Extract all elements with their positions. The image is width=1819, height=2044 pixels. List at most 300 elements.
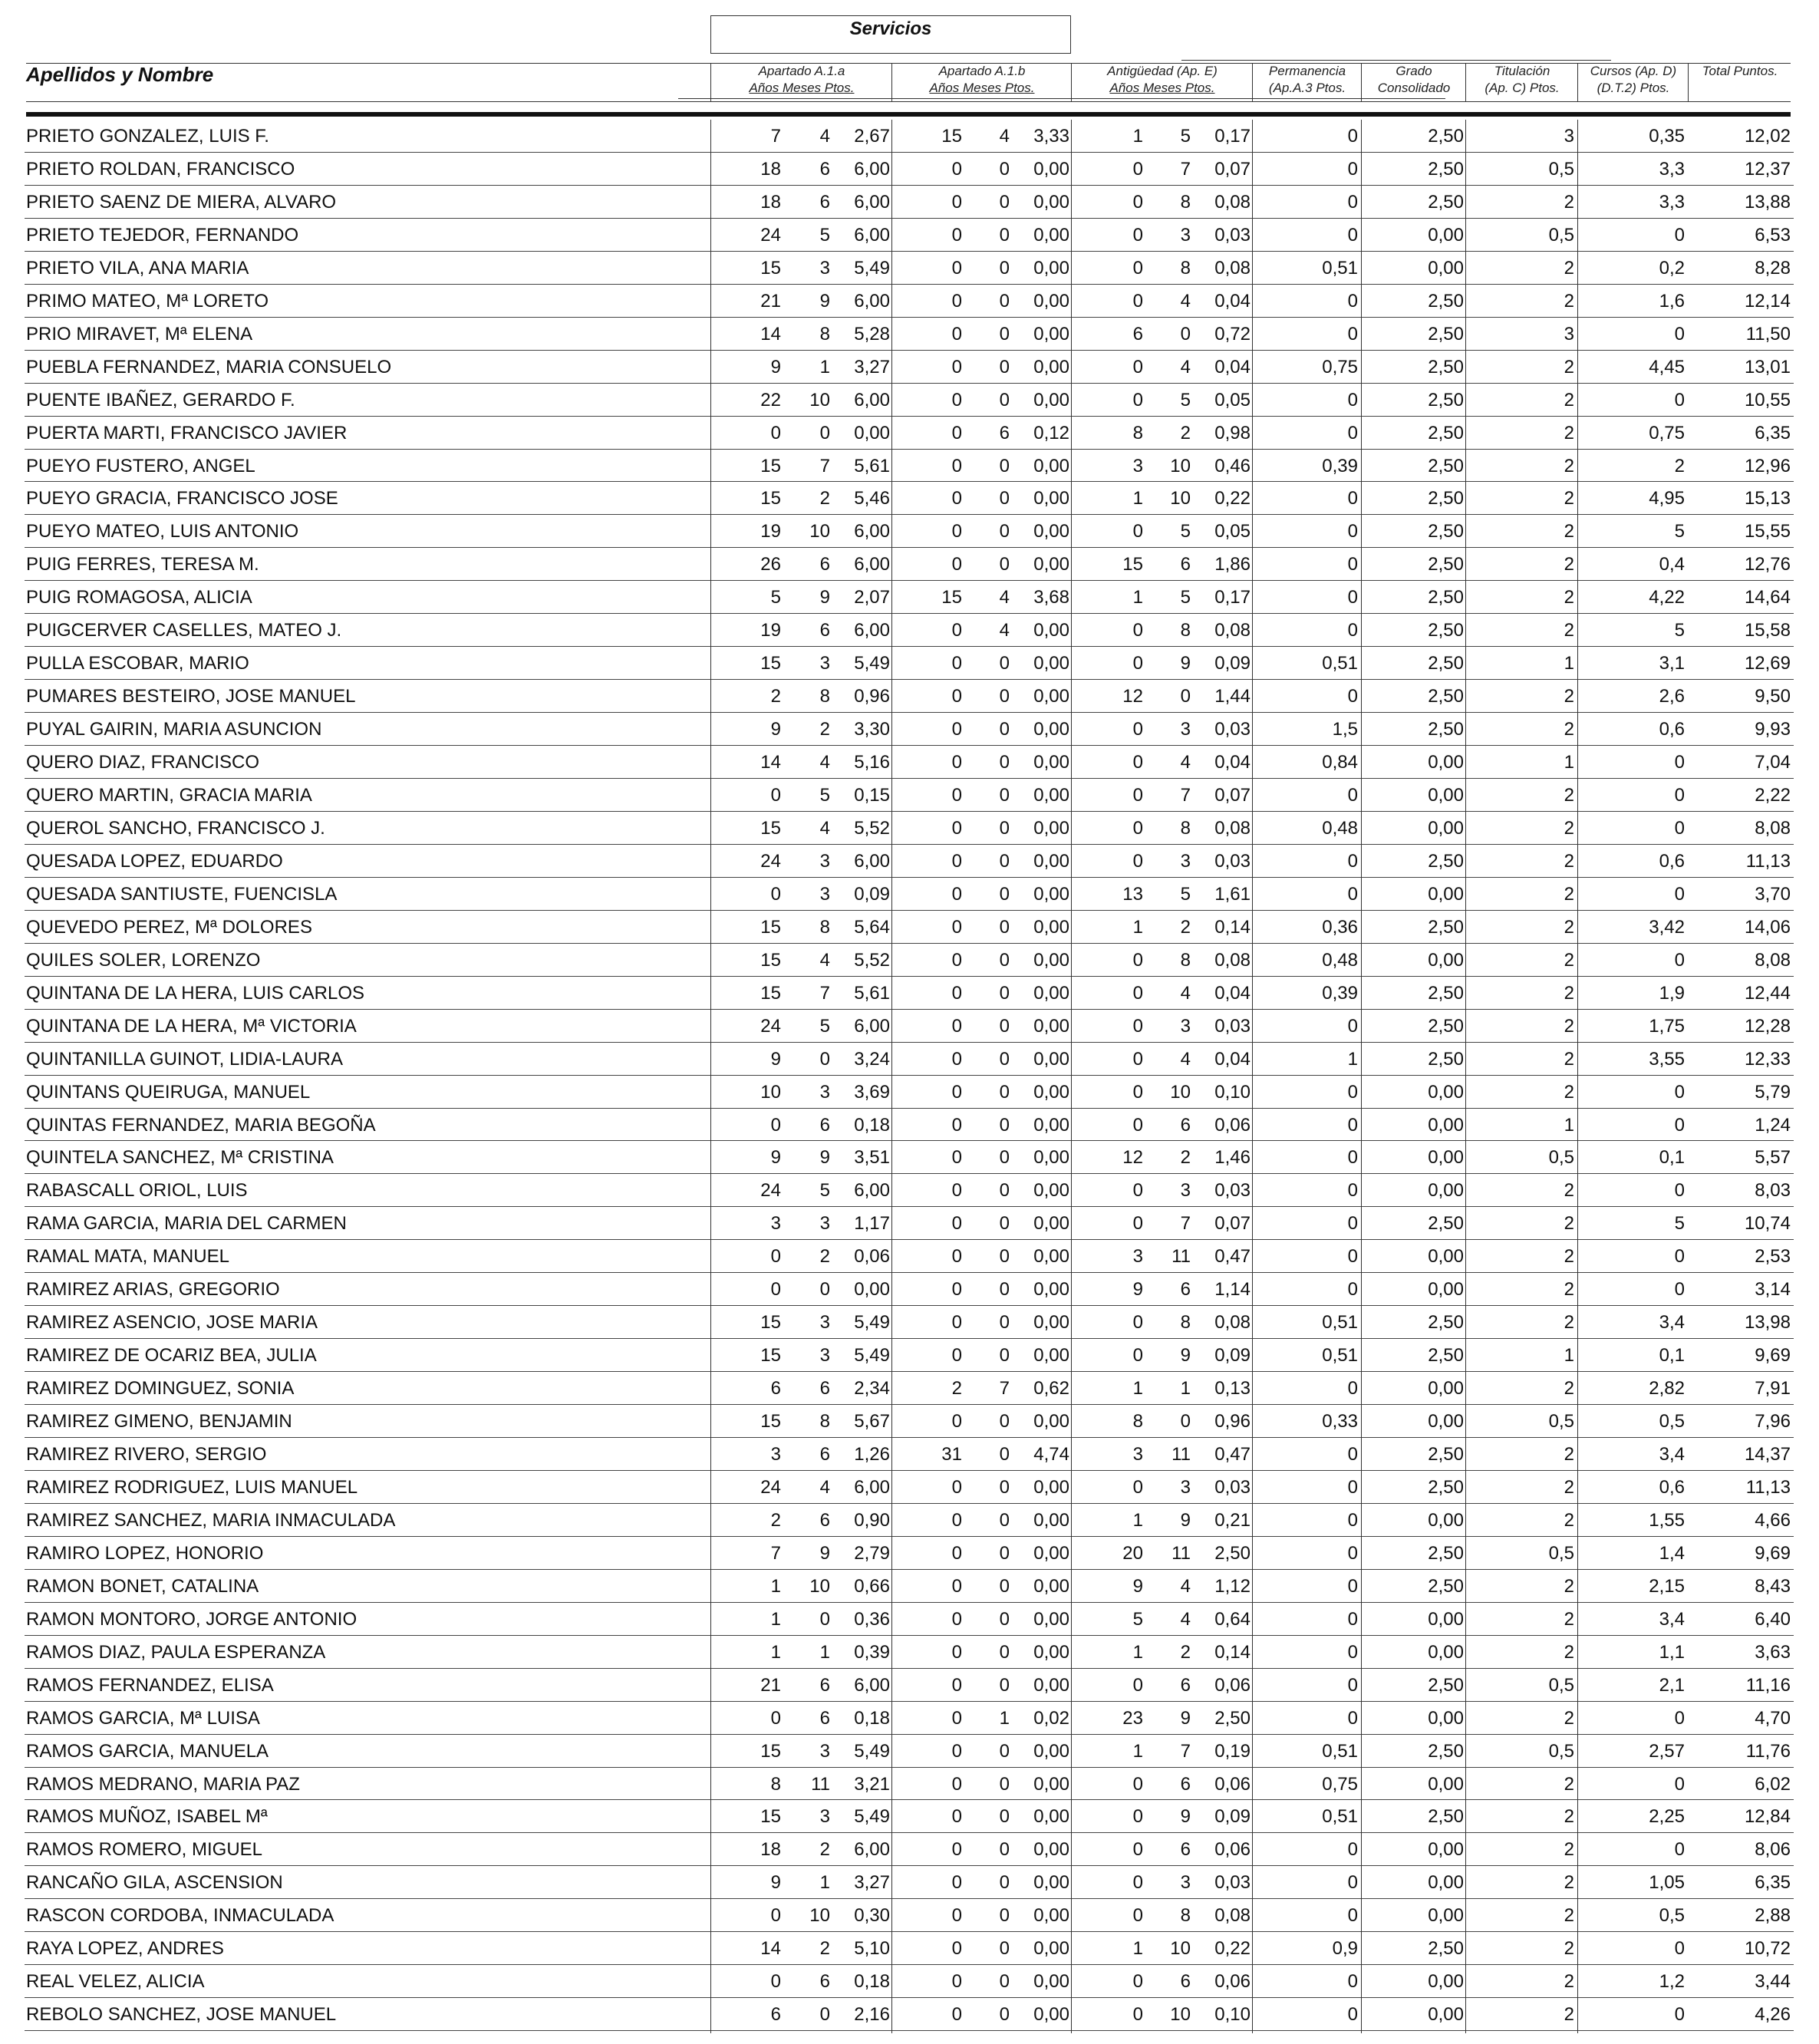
cell-name: QUILES SOLER, LORENZO xyxy=(26,949,261,971)
cell-a1b-meses: 0 xyxy=(999,1213,1010,1235)
cell-a1a-ptos: 6,00 xyxy=(854,224,890,246)
cell-a1b-ptos: 0,02 xyxy=(1033,1707,1069,1729)
cell-antig-anos: 1 xyxy=(1132,126,1143,147)
cell-a1b-ptos: 0,00 xyxy=(1033,785,1069,806)
cell-a1b-anos: 0 xyxy=(951,455,962,476)
cell-cursos: 0 xyxy=(1674,785,1685,806)
table-row xyxy=(0,1504,1819,1537)
cell-antig-anos: 0 xyxy=(1132,1872,1143,1894)
cell-antig-anos: 0 xyxy=(1132,290,1143,312)
cell-grado: 2,50 xyxy=(1428,488,1464,509)
cell-a1a-anos: 3 xyxy=(770,1213,781,1235)
cell-grado: 0,00 xyxy=(1428,257,1464,279)
cell-permanencia: 1,5 xyxy=(1332,719,1358,740)
cell-total: 12,69 xyxy=(1744,653,1791,674)
cell-a1a-meses: 11 xyxy=(811,1773,830,1795)
cell-a1b-ptos: 0,00 xyxy=(1033,290,1069,312)
cell-titulacion: 2 xyxy=(1564,587,1574,608)
cell-a1a-ptos: 6,00 xyxy=(854,1180,890,1202)
cell-name: RAMIREZ SANCHEZ, MARIA INMACULADA xyxy=(26,1509,396,1531)
cell-a1b-anos: 0 xyxy=(951,850,962,872)
cell-antig-ptos: 1,86 xyxy=(1214,554,1251,575)
cell-a1a-ptos: 6,00 xyxy=(854,521,890,542)
cell-a1a-ptos: 5,61 xyxy=(854,982,890,1004)
column-divider xyxy=(891,120,892,2033)
cell-a1b-anos: 0 xyxy=(951,752,962,773)
cell-titulacion: 2 xyxy=(1564,554,1574,575)
cell-antig-anos: 0 xyxy=(1132,1048,1143,1070)
cell-name: QUESADA LOPEZ, EDUARDO xyxy=(26,850,283,872)
cell-antig-ptos: 2,50 xyxy=(1214,1707,1251,1729)
cell-a1a-ptos: 5,16 xyxy=(854,752,890,773)
header-divider xyxy=(710,63,711,101)
cell-permanencia: 0 xyxy=(1347,554,1358,575)
cell-antig-anos: 9 xyxy=(1132,1279,1143,1301)
cell-cursos: 0 xyxy=(1674,1707,1685,1729)
cell-a1b-ptos: 0,00 xyxy=(1033,455,1069,476)
cell-name: QUERO MARTIN, GRACIA MARIA xyxy=(26,785,312,806)
cell-a1a-meses: 6 xyxy=(819,554,830,575)
cell-a1b-meses: 7 xyxy=(999,1378,1010,1399)
cell-a1b-anos: 0 xyxy=(951,1608,962,1630)
cell-a1b-anos: 0 xyxy=(951,554,962,575)
cell-grado: 0,00 xyxy=(1428,1905,1464,1927)
cell-grado: 0,00 xyxy=(1428,1378,1464,1399)
cell-a1a-meses: 10 xyxy=(809,521,830,542)
cell-a1a-anos: 15 xyxy=(760,982,781,1004)
cell-a1b-ptos: 0,00 xyxy=(1033,1114,1069,1136)
cell-permanencia: 0 xyxy=(1347,323,1358,345)
cell-titulacion: 2 xyxy=(1564,1213,1574,1235)
cell-a1b-ptos: 4,74 xyxy=(1033,1444,1069,1465)
cell-a1b-anos: 0 xyxy=(951,1476,962,1498)
cell-titulacion: 2 xyxy=(1564,290,1574,312)
cell-antig-anos: 0 xyxy=(1132,817,1143,839)
cell-antig-meses: 8 xyxy=(1180,191,1191,213)
cell-permanencia: 0 xyxy=(1347,1905,1358,1927)
cell-antig-meses: 4 xyxy=(1180,356,1191,377)
cell-titulacion: 2 xyxy=(1564,1509,1574,1531)
cell-a1b-ptos: 0,00 xyxy=(1033,949,1069,971)
header-cursos-title: Cursos (Ap. D) xyxy=(1590,64,1677,78)
header-bottom-rule xyxy=(26,101,1791,102)
cell-a1b-ptos: 0,62 xyxy=(1033,1378,1069,1399)
cell-a1b-ptos: 0,00 xyxy=(1033,1971,1069,1993)
cell-antig-anos: 0 xyxy=(1132,785,1143,806)
cell-antig-meses: 9 xyxy=(1180,1509,1191,1531)
cell-name: RAMOS MUÑOZ, ISABEL Mª xyxy=(26,1806,268,1828)
cell-a1b-anos: 0 xyxy=(951,257,962,279)
cell-antig-anos: 20 xyxy=(1122,1542,1143,1564)
name-column-header: Apellidos y Nombre xyxy=(26,63,214,86)
cell-name: RAMIREZ DOMINGUEZ, SONIA xyxy=(26,1378,295,1399)
cell-antig-anos: 0 xyxy=(1132,1971,1143,1993)
cell-a1a-ptos: 0,96 xyxy=(854,686,890,707)
cell-a1b-meses: 4 xyxy=(999,620,1010,641)
cell-grado: 2,50 xyxy=(1428,587,1464,608)
cell-a1b-meses: 0 xyxy=(999,1114,1010,1136)
cell-a1b-ptos: 0,00 xyxy=(1033,1509,1069,1531)
cell-a1a-ptos: 6,00 xyxy=(854,158,890,180)
cell-a1a-meses: 0 xyxy=(819,1048,830,1070)
cell-a1a-ptos: 5,10 xyxy=(854,1938,890,1960)
cell-antig-anos: 1 xyxy=(1132,1740,1143,1762)
cell-grado: 0,00 xyxy=(1428,1839,1464,1861)
table-row xyxy=(0,120,1819,153)
cell-total: 12,33 xyxy=(1744,1048,1791,1070)
cell-a1a-anos: 24 xyxy=(760,224,781,246)
cell-a1b-anos: 0 xyxy=(951,323,962,345)
cell-a1a-anos: 15 xyxy=(760,653,781,674)
cell-grado: 2,50 xyxy=(1428,686,1464,707)
cell-a1b-ptos: 0,00 xyxy=(1033,1015,1069,1037)
cell-total: 10,55 xyxy=(1744,389,1791,410)
cell-antig-meses: 8 xyxy=(1180,620,1191,641)
cell-permanencia: 0 xyxy=(1347,1575,1358,1597)
cell-a1a-anos: 0 xyxy=(770,785,781,806)
cell-permanencia: 0,51 xyxy=(1322,1806,1358,1828)
cell-a1b-anos: 0 xyxy=(951,982,962,1004)
cell-antig-anos: 0 xyxy=(1132,1806,1143,1828)
cell-a1b-meses: 0 xyxy=(999,521,1010,542)
header-titulacion-title: Titulación xyxy=(1494,64,1550,78)
cell-a1a-meses: 6 xyxy=(819,1444,830,1465)
table-row xyxy=(0,186,1819,219)
cell-a1a-meses: 9 xyxy=(819,1542,830,1564)
cell-a1a-meses: 5 xyxy=(819,785,830,806)
cell-a1b-meses: 0 xyxy=(999,1740,1010,1762)
table-row xyxy=(0,581,1819,614)
cell-a1a-anos: 15 xyxy=(760,916,781,938)
cell-grado: 2,50 xyxy=(1428,191,1464,213)
cell-a1b-anos: 0 xyxy=(951,1411,962,1432)
table-row xyxy=(0,318,1819,351)
cell-antig-meses: 0 xyxy=(1180,686,1191,707)
cell-a1b-anos: 0 xyxy=(951,1147,962,1169)
cell-a1b-meses: 0 xyxy=(999,916,1010,938)
cell-titulacion: 2 xyxy=(1564,850,1574,872)
cell-a1b-ptos: 3,68 xyxy=(1033,587,1069,608)
cell-total: 8,03 xyxy=(1755,1180,1791,1202)
cell-grado: 2,50 xyxy=(1428,356,1464,377)
cell-name: PUERTA MARTI, FRANCISCO JAVIER xyxy=(26,422,348,443)
cell-a1a-ptos: 0,18 xyxy=(854,1707,890,1729)
cell-antig-anos: 0 xyxy=(1132,620,1143,641)
cell-a1b-anos: 0 xyxy=(951,1114,962,1136)
cell-cursos: 3,1 xyxy=(1659,653,1685,674)
cell-grado: 2,50 xyxy=(1428,620,1464,641)
cell-titulacion: 2 xyxy=(1564,719,1574,740)
cell-antig-anos: 6 xyxy=(1132,323,1143,345)
cell-antig-anos: 0 xyxy=(1132,1081,1143,1103)
header-antiguedad-title: Antigüedad (Ap. E) xyxy=(1107,64,1218,78)
cell-a1b-ptos: 0,00 xyxy=(1033,158,1069,180)
cell-a1b-meses: 0 xyxy=(999,290,1010,312)
cell-total: 4,26 xyxy=(1755,2004,1791,2026)
cell-antig-meses: 9 xyxy=(1180,1806,1191,1828)
cell-a1a-ptos: 6,00 xyxy=(854,1476,890,1498)
cell-a1b-anos: 0 xyxy=(951,356,962,377)
cell-a1b-meses: 0 xyxy=(999,1312,1010,1334)
cell-a1a-anos: 7 xyxy=(770,126,781,147)
cell-titulacion: 2 xyxy=(1564,1048,1574,1070)
cell-a1b-anos: 0 xyxy=(951,1773,962,1795)
table-row xyxy=(0,944,1819,977)
cell-a1b-anos: 0 xyxy=(951,2004,962,2026)
cell-antig-anos: 0 xyxy=(1132,158,1143,180)
cell-a1a-ptos: 2,16 xyxy=(854,2004,890,2026)
cell-antig-anos: 0 xyxy=(1132,982,1143,1004)
table-row xyxy=(0,351,1819,384)
cell-grado: 0,00 xyxy=(1428,883,1464,905)
table-row xyxy=(0,1240,1819,1273)
table-row xyxy=(0,1438,1819,1471)
cell-permanencia: 0 xyxy=(1347,1279,1358,1301)
cell-name: PUMARES BESTEIRO, JOSE MANUEL xyxy=(26,686,356,707)
cell-name: PRIETO SAENZ DE MIERA, ALVARO xyxy=(26,191,337,213)
cell-permanencia: 0 xyxy=(1347,587,1358,608)
cell-total: 12,02 xyxy=(1744,126,1791,147)
cell-titulacion: 2 xyxy=(1564,1312,1574,1334)
header-divider xyxy=(1252,63,1253,101)
cell-antig-ptos: 0,05 xyxy=(1214,389,1251,410)
cell-cursos: 2,1 xyxy=(1659,1674,1685,1696)
cell-a1a-anos: 19 xyxy=(760,521,781,542)
cell-a1a-meses: 3 xyxy=(819,1312,830,1334)
cell-a1a-ptos: 3,51 xyxy=(854,1147,890,1169)
table-row xyxy=(0,1768,1819,1801)
table-row xyxy=(0,1537,1819,1570)
cell-titulacion: 2 xyxy=(1564,257,1574,279)
cell-name: RAMIREZ GIMENO, BENJAMIN xyxy=(26,1411,292,1432)
cell-antig-ptos: 0,47 xyxy=(1214,1246,1251,1268)
cell-a1a-ptos: 3,24 xyxy=(854,1048,890,1070)
cell-permanencia: 0 xyxy=(1347,158,1358,180)
cell-permanencia: 0,51 xyxy=(1322,1312,1358,1334)
cell-a1b-ptos: 0,00 xyxy=(1033,389,1069,410)
cell-name: PUIGCERVER CASELLES, MATEO J. xyxy=(26,620,342,641)
cell-cursos: 0 xyxy=(1674,1246,1685,1268)
cell-a1b-meses: 0 xyxy=(999,1411,1010,1432)
table-row xyxy=(0,1998,1819,2031)
cell-a1b-anos: 0 xyxy=(951,422,962,443)
cell-a1a-meses: 0 xyxy=(819,1279,830,1301)
cell-titulacion: 2 xyxy=(1564,1608,1574,1630)
cell-name: PUIG ROMAGOSA, ALICIA xyxy=(26,587,252,608)
cell-cursos: 2,15 xyxy=(1649,1575,1685,1597)
cell-antig-meses: 3 xyxy=(1180,1872,1191,1894)
cell-a1a-anos: 15 xyxy=(760,949,781,971)
cell-a1a-ptos: 5,49 xyxy=(854,1312,890,1334)
cell-antig-ptos: 1,46 xyxy=(1214,1147,1251,1169)
cell-antig-anos: 0 xyxy=(1132,356,1143,377)
cell-antig-anos: 1 xyxy=(1132,587,1143,608)
cell-antig-anos: 1 xyxy=(1132,1641,1143,1663)
cell-a1b-ptos: 0,00 xyxy=(1033,883,1069,905)
cell-a1a-meses: 6 xyxy=(819,1707,830,1729)
cell-a1a-anos: 15 xyxy=(760,817,781,839)
cell-cursos: 4,95 xyxy=(1649,488,1685,509)
cell-a1a-ptos: 0,36 xyxy=(854,1608,890,1630)
cell-a1a-anos: 2 xyxy=(770,1509,781,1531)
cell-grado: 2,50 xyxy=(1428,653,1464,674)
cell-a1a-ptos: 1,17 xyxy=(854,1213,890,1235)
cell-a1b-meses: 0 xyxy=(999,1444,1010,1465)
cell-total: 9,93 xyxy=(1755,719,1791,740)
cell-a1a-meses: 6 xyxy=(819,158,830,180)
cell-titulacion: 2 xyxy=(1564,2004,1574,2026)
cell-antig-anos: 0 xyxy=(1132,1312,1143,1334)
cell-antig-anos: 1 xyxy=(1132,1938,1143,1960)
cell-a1b-meses: 0 xyxy=(999,752,1010,773)
cell-grado: 2,50 xyxy=(1428,982,1464,1004)
cell-a1a-meses: 3 xyxy=(819,1213,830,1235)
cell-a1b-anos: 0 xyxy=(951,1839,962,1861)
cell-a1b-meses: 0 xyxy=(999,949,1010,971)
cell-a1a-meses: 3 xyxy=(819,883,830,905)
cell-a1b-meses: 0 xyxy=(999,389,1010,410)
header-titulacion-sub: (Ap. C) Ptos. xyxy=(1485,81,1560,95)
cell-a1a-anos: 3 xyxy=(770,1444,781,1465)
cell-a1a-ptos: 0,30 xyxy=(854,1905,890,1927)
cell-antig-ptos: 0,03 xyxy=(1214,850,1251,872)
cell-antig-ptos: 0,03 xyxy=(1214,224,1251,246)
table-row xyxy=(0,1010,1819,1043)
cell-a1b-ptos: 0,00 xyxy=(1033,1476,1069,1498)
cell-a1b-ptos: 0,00 xyxy=(1033,554,1069,575)
cell-total: 6,40 xyxy=(1755,1608,1791,1630)
cell-titulacion: 1 xyxy=(1564,1114,1574,1136)
cell-a1b-anos: 0 xyxy=(951,389,962,410)
header-apartado-a1b-sub: Años Meses Ptos. xyxy=(929,81,1035,95)
cell-a1b-meses: 0 xyxy=(999,257,1010,279)
cell-name: PRIETO GONZALEZ, LUIS F. xyxy=(26,126,269,147)
cell-a1b-ptos: 0,00 xyxy=(1033,323,1069,345)
cell-grado: 0,00 xyxy=(1428,949,1464,971)
cell-antig-ptos: 0,19 xyxy=(1214,1740,1251,1762)
cell-a1a-anos: 18 xyxy=(760,158,781,180)
cell-total: 12,44 xyxy=(1744,982,1791,1004)
cell-titulacion: 2 xyxy=(1564,1015,1574,1037)
cell-antig-anos: 0 xyxy=(1132,1114,1143,1136)
cell-cursos: 0 xyxy=(1674,949,1685,971)
table-row xyxy=(0,845,1819,878)
cell-antig-ptos: 1,14 xyxy=(1214,1279,1251,1301)
cell-name: RAMOS GARCIA, MANUELA xyxy=(26,1740,269,1762)
cell-a1b-meses: 0 xyxy=(999,1575,1010,1597)
cell-a1a-ptos: 0,18 xyxy=(854,1971,890,1993)
cell-name: QUEVEDO PEREZ, Mª DOLORES xyxy=(26,916,312,938)
cell-permanencia: 0,51 xyxy=(1322,653,1358,674)
table-row xyxy=(0,1833,1819,1866)
cell-grado: 2,50 xyxy=(1428,1476,1464,1498)
cell-a1a-ptos: 3,69 xyxy=(854,1081,890,1103)
cell-a1a-ptos: 5,49 xyxy=(854,653,890,674)
cell-a1b-meses: 0 xyxy=(999,1806,1010,1828)
cell-a1a-meses: 4 xyxy=(819,817,830,839)
cell-antig-anos: 0 xyxy=(1132,1839,1143,1861)
cell-cursos: 0 xyxy=(1674,1773,1685,1795)
cell-grado: 0,00 xyxy=(1428,1872,1464,1894)
cell-antig-ptos: 0,04 xyxy=(1214,752,1251,773)
cell-antig-anos: 9 xyxy=(1132,1575,1143,1597)
cell-name: RAMAL MATA, MANUEL xyxy=(26,1246,229,1268)
table-row xyxy=(0,153,1819,186)
cell-name: RANCAÑO GILA, ASCENSION xyxy=(26,1872,283,1894)
cell-cursos: 3,4 xyxy=(1659,1444,1685,1465)
cell-name: RAYA LOPEZ, ANDRES xyxy=(26,1938,224,1960)
cell-total: 13,98 xyxy=(1744,1312,1791,1334)
cell-a1b-anos: 0 xyxy=(951,785,962,806)
cell-permanencia: 0 xyxy=(1347,1476,1358,1498)
cell-antig-meses: 0 xyxy=(1180,1411,1191,1432)
cell-cursos: 0 xyxy=(1674,1938,1685,1960)
cell-name: RAMIREZ DE OCARIZ BEA, JULIA xyxy=(26,1345,317,1367)
cell-a1a-anos: 8 xyxy=(770,1773,781,1795)
cell-antig-ptos: 0,13 xyxy=(1214,1378,1251,1399)
cell-a1a-ptos: 0,00 xyxy=(854,1279,890,1301)
cell-a1b-anos: 0 xyxy=(951,488,962,509)
cell-total: 8,28 xyxy=(1755,257,1791,279)
cell-antig-meses: 5 xyxy=(1180,587,1191,608)
cell-name: PRIETO TEJEDOR, FERNANDO xyxy=(26,224,299,246)
cell-antig-ptos: 0,07 xyxy=(1214,785,1251,806)
cell-total: 8,06 xyxy=(1755,1839,1791,1861)
cell-a1b-meses: 0 xyxy=(999,1279,1010,1301)
cell-antig-meses: 9 xyxy=(1180,1707,1191,1729)
cell-titulacion: 2 xyxy=(1564,1444,1574,1465)
cell-antig-meses: 8 xyxy=(1180,1905,1191,1927)
cell-name: QUINTANILLA GUINOT, LIDIA-LAURA xyxy=(26,1048,343,1070)
cell-titulacion: 0,5 xyxy=(1548,1740,1574,1762)
cell-permanencia: 0,48 xyxy=(1322,817,1358,839)
cell-permanencia: 0 xyxy=(1347,686,1358,707)
cell-antig-anos: 3 xyxy=(1132,1246,1143,1268)
cell-total: 8,08 xyxy=(1755,949,1791,971)
cell-a1b-ptos: 0,00 xyxy=(1033,850,1069,872)
header-apartado-a1b xyxy=(893,63,1071,97)
cell-antig-meses: 2 xyxy=(1180,916,1191,938)
header-titulacion xyxy=(1467,63,1577,97)
cell-permanencia: 0,33 xyxy=(1322,1411,1358,1432)
cell-a1a-meses: 2 xyxy=(819,1839,830,1861)
cell-a1a-anos: 26 xyxy=(760,554,781,575)
cell-grado: 2,50 xyxy=(1428,1213,1464,1235)
cell-a1a-ptos: 2,67 xyxy=(854,126,890,147)
cell-a1b-meses: 0 xyxy=(999,1345,1010,1367)
cell-a1a-meses: 5 xyxy=(819,1015,830,1037)
cell-a1b-ptos: 0,00 xyxy=(1033,752,1069,773)
cell-a1b-meses: 1 xyxy=(999,1707,1010,1729)
cell-cursos: 2,25 xyxy=(1649,1806,1685,1828)
cell-name: RAMON MONTORO, JORGE ANTONIO xyxy=(26,1608,358,1630)
cell-a1a-meses: 6 xyxy=(819,1674,830,1696)
cell-antig-meses: 4 xyxy=(1180,982,1191,1004)
cell-antig-anos: 1 xyxy=(1132,1509,1143,1531)
cell-a1a-anos: 21 xyxy=(760,1674,781,1696)
cell-antig-meses: 9 xyxy=(1180,1345,1191,1367)
cell-grado: 0,00 xyxy=(1428,1147,1464,1169)
cell-a1a-meses: 3 xyxy=(819,1345,830,1367)
cell-a1a-ptos: 5,46 xyxy=(854,488,890,509)
cell-antig-ptos: 0,10 xyxy=(1214,1081,1251,1103)
cell-antig-anos: 0 xyxy=(1132,949,1143,971)
table-row xyxy=(0,713,1819,746)
cell-total: 12,28 xyxy=(1744,1015,1791,1037)
cell-cursos: 3,3 xyxy=(1659,158,1685,180)
cell-name: RAMIREZ ASENCIO, JOSE MARIA xyxy=(26,1312,318,1334)
cell-titulacion: 2 xyxy=(1564,1905,1574,1927)
